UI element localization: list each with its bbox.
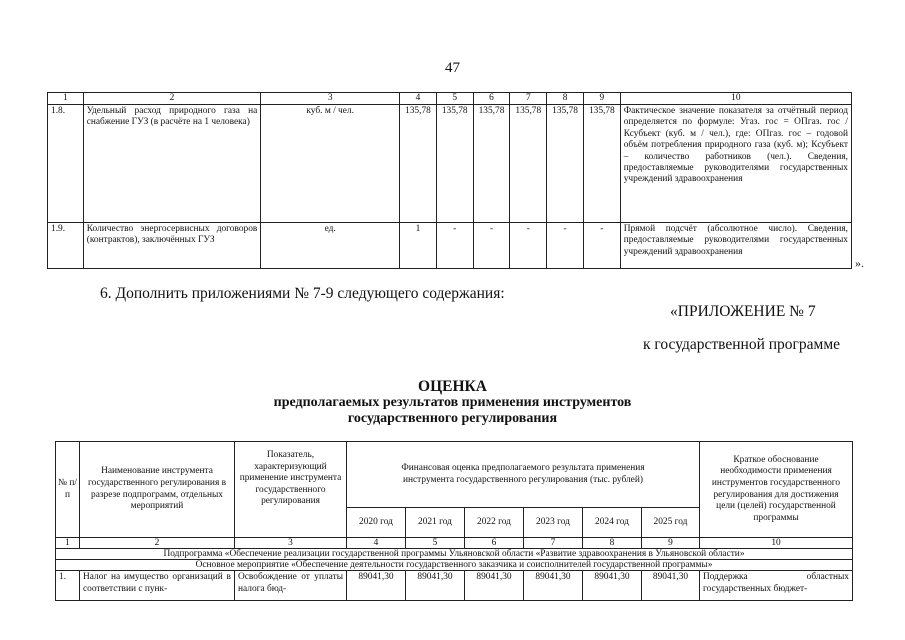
instrument-name: Налог на имущество организаций в соответствии с пунк- xyxy=(80,571,235,601)
closing-quote: ». xyxy=(855,256,864,270)
year-2020: 2020 год xyxy=(347,508,406,538)
header-cell: 5 xyxy=(436,93,473,105)
justification: Поддержка областных государственных бюджет- xyxy=(700,571,853,601)
value-cell: 135,78 xyxy=(510,105,547,223)
header-cell: 3 xyxy=(261,93,400,105)
amendment-paragraph: 6. Дополнить приложениями № 7-9 следующего содержания: xyxy=(100,285,505,302)
value-cell: 1 xyxy=(400,223,437,269)
value-cell: 135,78 xyxy=(473,105,510,223)
header-cell: 6 xyxy=(473,93,510,105)
row-number: 1.9. xyxy=(48,223,84,269)
row-number: 1.8. xyxy=(48,105,84,223)
document-subtitle-line1: предполагаемых результатов применения инструментов xyxy=(273,395,632,410)
header-cell: 1 xyxy=(48,93,84,105)
main-event-title: Основное мероприятие «Обеспечение деятельности государственного заказчика и соисполнителей государственной программы» xyxy=(56,560,853,571)
column-number: 4 xyxy=(347,538,406,549)
column-number-row xyxy=(56,538,853,549)
year-2023: 2023 год xyxy=(524,508,583,538)
appendix-subtitle: к государственной программе xyxy=(643,336,841,353)
year-2022: 2022 год xyxy=(465,508,524,538)
indicator-name: Количество энергосервисных договоров (контрактов), заключённых ГУЗ xyxy=(83,223,261,269)
indicator-name: Удельный расход природного газа на снабжение ГУЗ (в расчёте на 1 человека) xyxy=(83,105,261,223)
column-number: 3 xyxy=(235,538,347,549)
subprogram-row xyxy=(56,549,853,560)
column-number: 9 xyxy=(642,538,700,549)
value-cell: - xyxy=(473,223,510,269)
unit: куб. м / чел. xyxy=(261,105,400,223)
column-number: 2 xyxy=(80,538,235,549)
column-number: 8 xyxy=(583,538,642,549)
year-2024: 2024 год xyxy=(583,508,642,538)
table-header-row xyxy=(56,442,853,508)
value-2021: 89041,30 xyxy=(406,571,465,601)
table-row xyxy=(56,571,853,601)
document-subtitle-line2: государственного регулирования xyxy=(347,411,558,426)
table-row xyxy=(48,105,852,223)
regulation-results-table xyxy=(55,441,853,601)
header-cell: 7 xyxy=(510,93,547,105)
header-num: № п/п xyxy=(56,442,80,538)
column-number: 10 xyxy=(700,538,853,549)
appendix-label: «ПРИЛОЖЕНИЕ № 7 xyxy=(670,303,816,320)
calculation-note: Прямой подсчёт (абсолютное число). Сведения, предоставляемые руководителями государственных учреждений здравоохранения xyxy=(620,223,851,269)
value-cell: 135,78 xyxy=(583,105,620,223)
value-cell: - xyxy=(436,223,473,269)
value-2024: 89041,30 xyxy=(583,571,642,601)
page-number: 47 xyxy=(445,60,460,76)
table-row xyxy=(48,223,852,269)
header-cell: 4 xyxy=(400,93,437,105)
header-cell: 9 xyxy=(583,93,620,105)
header-indicator: Показатель, характеризующий применение инструмента государственного регулирования xyxy=(235,442,347,538)
value-2025: 89041,30 xyxy=(642,571,700,601)
value-cell: - xyxy=(510,223,547,269)
header-cell: 10 xyxy=(620,93,851,105)
value-cell: 135,78 xyxy=(400,105,437,223)
row-number: 1. xyxy=(56,571,80,601)
header-justification: Краткое обоснование необходимости применения инструментов государственного регулирования для достижения цели (целей) государственной программы xyxy=(700,442,853,538)
year-2021: 2021 год xyxy=(406,508,465,538)
column-number: 5 xyxy=(406,538,465,549)
table-header-row xyxy=(48,93,852,105)
value-2020: 89041,30 xyxy=(347,571,406,601)
value-cell: - xyxy=(547,223,584,269)
column-number: 7 xyxy=(524,538,583,549)
year-2025: 2025 год xyxy=(642,508,700,538)
value-cell: - xyxy=(583,223,620,269)
unit: ед. xyxy=(261,223,400,269)
header-cell: 2 xyxy=(83,93,261,105)
value-2023: 89041,30 xyxy=(524,571,583,601)
main-event-row xyxy=(56,560,853,571)
header-cell: 8 xyxy=(547,93,584,105)
header-instrument-name: Наименование инструмента государственного регулирования в разрезе подпрограмм, отдельных мероприятий xyxy=(80,442,235,538)
calculation-note: Фактическое значение показателя за отчётный период определяется по формуле: Угаз. гос = ОПгаз. гос / Ксубъект (куб. м / чел.), где: ОПгаз. гос – годовой объём потребления природного газа (куб. м); Ксубъект – количество работников (чел.). Сведения, предоставляемые руководителями государственных учреждений здравоохранения xyxy=(620,105,851,223)
subprogram-title: Подпрограмма «Обеспечение реализации государственной программы Ульяновской области «Развитие здравоохранения в Ульяновской области» xyxy=(56,549,853,560)
value-cell: 135,78 xyxy=(436,105,473,223)
indicators-table xyxy=(47,92,852,269)
value-2022: 89041,30 xyxy=(465,571,524,601)
column-number: 6 xyxy=(465,538,524,549)
column-number: 1 xyxy=(56,538,80,549)
header-financial-estimate: Финансовая оценка предполагаемого результата применения инструмента государственного регулирования (тыс. рублей) xyxy=(347,442,700,508)
document-title: ОЦЕНКА xyxy=(418,378,487,395)
instrument-indicator: Освобождение от уплаты налога бюд- xyxy=(235,571,347,601)
value-cell: 135,78 xyxy=(547,105,584,223)
